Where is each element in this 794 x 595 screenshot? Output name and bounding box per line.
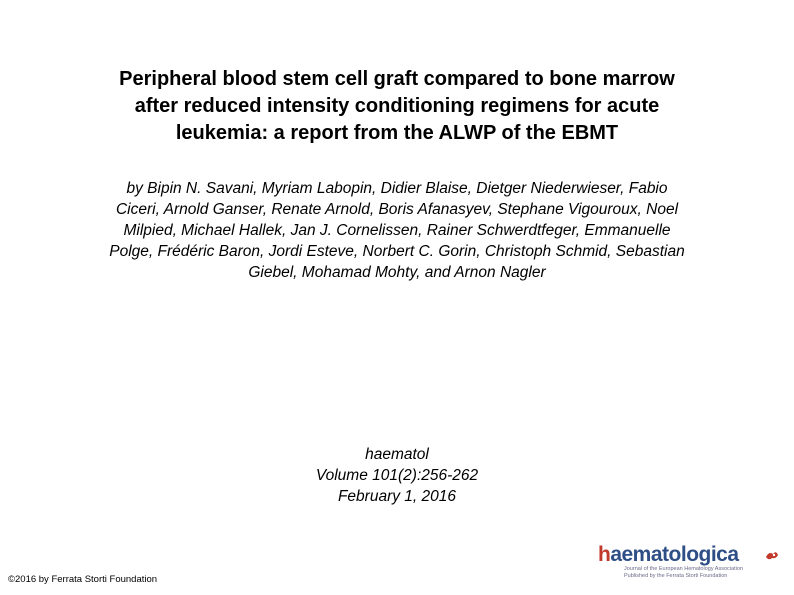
society-emblem-icon [764,548,780,564]
logo-subtitle-1: Journal of the European Hematology Association [624,566,743,572]
title-line-2: after reduced intensity conditioning regimens for acute [134,95,660,117]
authors-line-3: Milpied, Michael Hallek, Jan J. Cornelissen, Rainer Schwerdtfeger, Emmanuelle [123,222,671,239]
authors-line-2: Ciceri, Arnold Ganser, Renate Arnold, Boris Afanasyev, Stephane Vigouroux, Noel [115,201,679,218]
slide-title [40,66,754,147]
title-line-1: Peripheral blood stem cell graft compared to bone marrow [119,68,675,90]
logo-wordmark: aematologica [610,543,739,566]
authors-line-4: Polge, Frédéric Baron, Jordi Esteve, Norbert C. Gorin, Christoph Schmid, Sebastian [109,243,685,260]
citation-block [247,444,547,507]
logo-initial: h [598,543,611,566]
volume-pages: Volume 101(2):256-262 [315,467,479,484]
authors-line-5: Giebel, Mohamad Mohty, and Arnon Nagler [248,264,546,281]
author-list [50,178,744,283]
journal-name: haematol [365,446,429,463]
authors-line-1: by Bipin N. Savani, Myriam Labopin, Didier Blaise, Dietger Niederwieser, Fabio [126,180,668,197]
logo-subtitle-2: Published by the Ferrata Storti Foundation [624,573,728,579]
title-line-3: leukemia: a report from the ALWP of the EBMT [175,122,619,144]
publication-date: February 1, 2016 [337,488,457,505]
haematologica-logo [598,542,788,582]
copyright-notice: ©2016 by Ferrata Storti Foundation [8,574,158,585]
